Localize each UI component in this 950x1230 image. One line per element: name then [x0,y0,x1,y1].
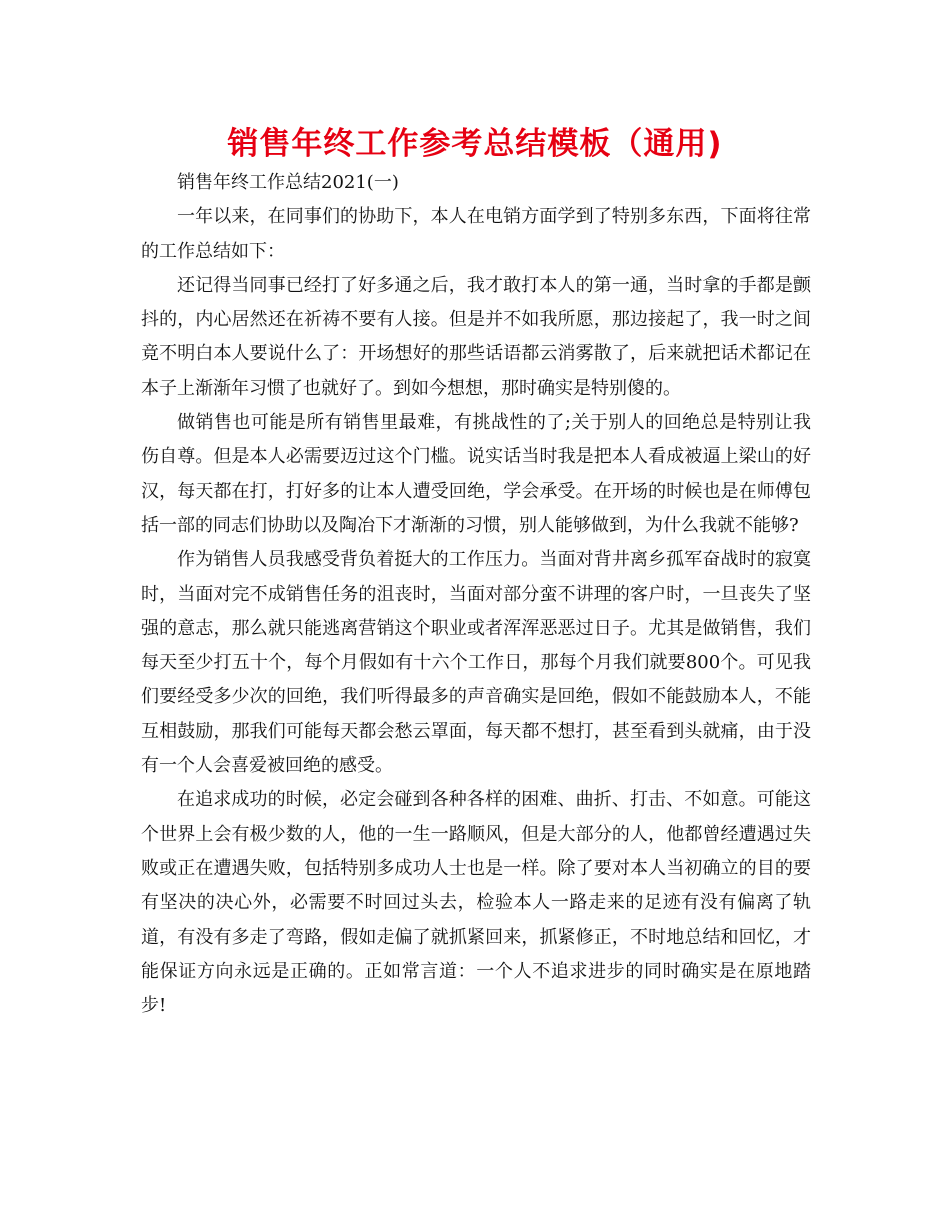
paragraph-5: 在追求成功的时候，必定会碰到各种各样的困难、曲折、打击、不如意。可能这个世界上会有极少数的人，他的一生一路顺风，但是大部分的人，他都曾经遭遇过失败或正在遭遇失败，包括特别多成功人士也是一样。除了要对本人当初确立的目的要有坚决的决心外，必需要不时回过头去，检验本人一路走来的足迹有没有偏离了轨道，有没有多走了弯路，假如走偏了就抓紧回来，抓紧修正，不时地总结和回忆，才能保证方向永远是正确的。正如常言道：一个人不追求进步的同时确实是在原地踏步! [141,789,811,1017]
paragraph-2: 还记得当同事已经打了好多通之后，我才敢打本人的第一通，当时拿的手都是颤抖的，内心居然还在祈祷不要有人接。但是并不如我所愿，那边接起了，我一时之间竟不明白本人要说什么了：开场想好的那些话语都云消雾散了，后来就把话术都记在本子上渐渐年习惯了也就好了。到如今想想，那时确实是特别傻的。 [141,274,811,399]
paragraph-1: 一年以来，在同事们的协助下，本人在电销方面学到了特别多东西，下面将往常的工作总结如下： [141,206,811,262]
paragraph-3: 做销售也可能是所有销售里最难，有挑战性的了;关于别人的回绝总是特别让我伤自尊。但是本人必需要迈过这个门槛。说实话当时我是把本人看成被逼上梁山的好汉，每天都在打，打好多的让本人遭受回绝，学会承受。在开场的时候也是在师傅包括一部的同志们协助以及陶冶下才渐渐的习惯，别人能够做到，为什么我就不能够? [141,412,811,536]
document-title: 销售年终工作参考总结模板（通用) [227,126,723,162]
document-subtitle: 销售年终工作总结2021(一) [177,172,399,193]
paragraph-4: 作为销售人员我感受背负着挺大的工作压力。当面对背井离乡孤军奋战时的寂寞时，当面对完不成销售任务的沮丧时，当面对部分蛮不讲理的客户时，一旦丧失了坚强的意志，那么就只能逃离营销这个职业或者浑浑恶恶过日子。尤其是做销售，我们每天至少打五十个，每个月假如有十六个工作日，那每个月我们就要800个。可见我们要经受多少次的回绝，我们听得最多的声音确实是回绝，假如不能鼓励本人，不能互相鼓励，那我们可能每天都会愁云罩面，每天都不想打，甚至看到头就痛，由于没有一个人会喜爱被回绝的感受。 [141,549,811,777]
document-body [141,166,811,1023]
